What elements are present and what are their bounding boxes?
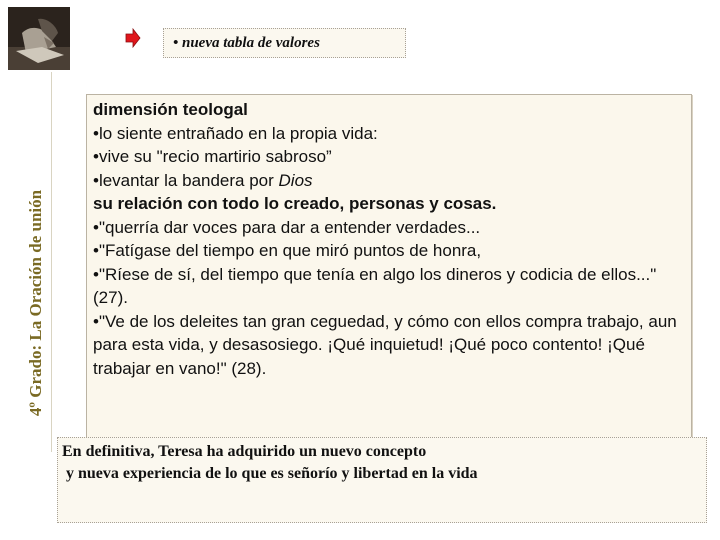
conclusion-line: En definitiva, Teresa ha adquirido un nuevo concepto — [62, 443, 427, 460]
heading-relation: su relación con todo lo creado, personas y cosas. — [93, 194, 497, 213]
side-divider — [51, 72, 52, 452]
bullet-item: •"Ve de los deleites tan gran ceguedad, y cómo con ellos compra trabajo, aun para esta vida, y desasosiego. ¡Qué inquietud! ¡Qué poco contento! ¡Qué trabajar en vano!" (28). — [93, 311, 677, 378]
red-arrow-icon — [124, 27, 141, 49]
bullet-item — [93, 169, 683, 193]
bullet-italic-word: Dios — [278, 170, 313, 190]
conclusion-line: y nueva experiencia de lo que es señorío y libertad en la vida — [62, 465, 478, 482]
bullet-item: •"Ríese de sí, del tiempo que tenía en algo los dineros y codicia de ellos..." (27). — [93, 264, 657, 307]
subtitle-text: • nueva tabla de valores — [173, 34, 320, 51]
subtitle-box — [163, 28, 406, 58]
bullet-item: •"Fatígase del tiempo en que miró puntos de honra, — [93, 241, 482, 260]
illustration-photo — [8, 7, 70, 70]
content-box — [86, 94, 692, 439]
bullet-text: •levantar la bandera por — [93, 170, 279, 190]
bullet-item: •lo siente entrañado en la propia vida: — [93, 123, 378, 143]
bullet-item: •"querría dar voces para dar a entender verdades... — [93, 217, 481, 237]
bullet-item: •vive su "recio martirio sabroso” — [93, 147, 332, 166]
vertical-section-title — [24, 168, 48, 438]
side-title-text: 4º Grado: La Oración de unión — [26, 189, 46, 417]
conclusion-box — [57, 437, 707, 523]
heading-theological: dimensión teologal — [93, 100, 248, 119]
